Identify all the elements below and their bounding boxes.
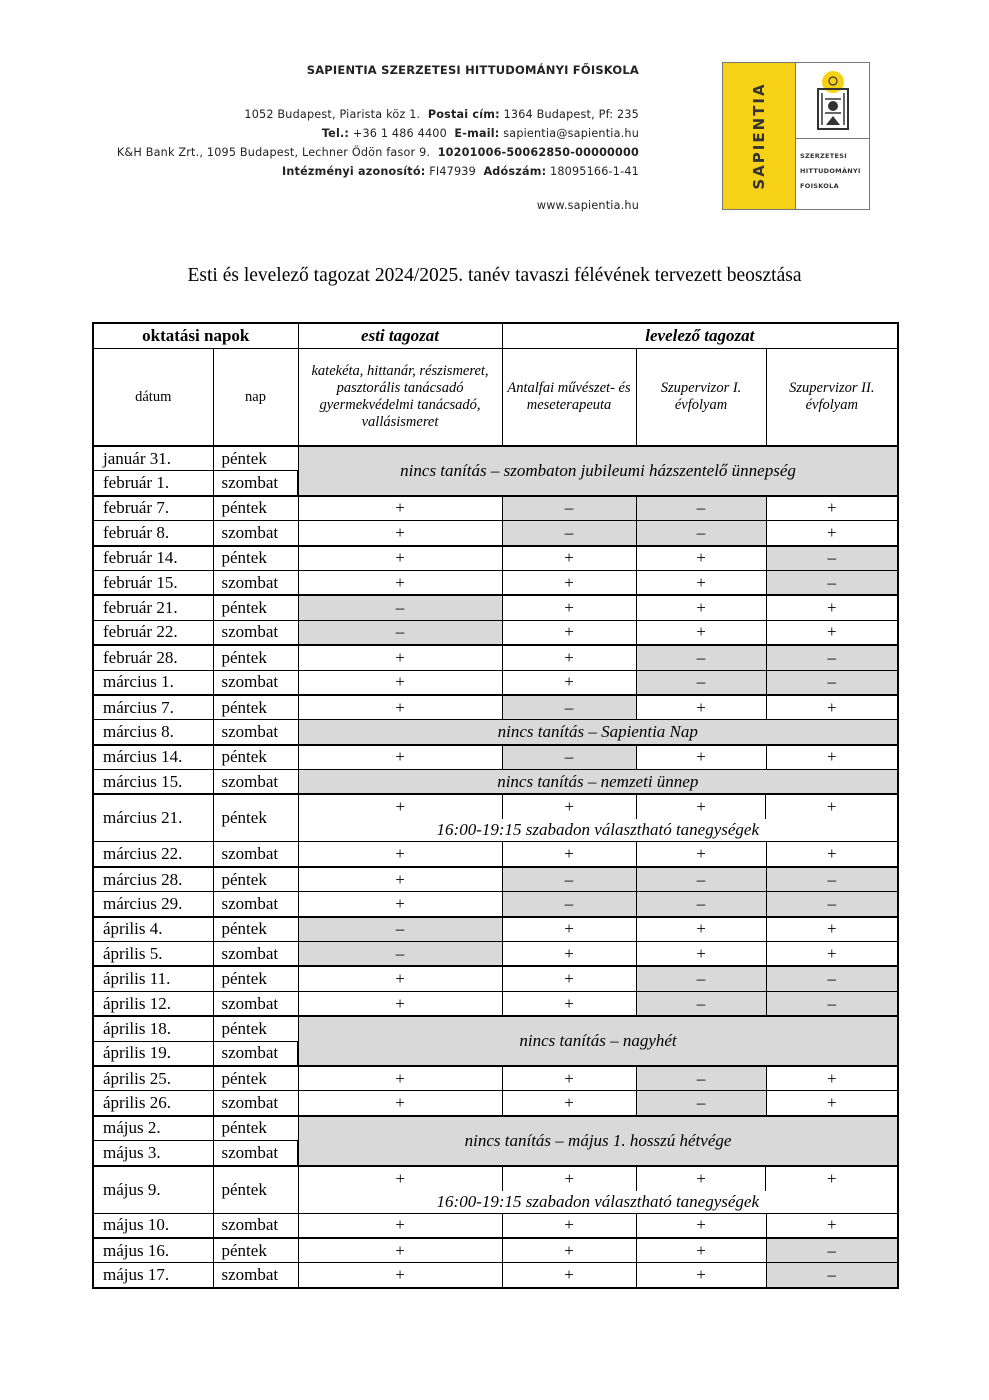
ids-line bbox=[282, 165, 639, 178]
day-cell: péntek bbox=[213, 917, 298, 942]
availability-mark: + bbox=[637, 795, 767, 819]
availability-mark: – bbox=[766, 966, 898, 991]
day-cell: szombat bbox=[213, 570, 298, 595]
date-cell: április 4. bbox=[93, 917, 213, 942]
table-row bbox=[93, 745, 898, 770]
date-cell: március 21. bbox=[93, 794, 213, 842]
table-row bbox=[93, 867, 898, 892]
date-cell: április 12. bbox=[93, 991, 213, 1016]
date-cell: április 18. bbox=[93, 1016, 213, 1041]
day-cell: szombat bbox=[213, 620, 298, 645]
table-row bbox=[93, 446, 898, 471]
day-cell: péntek bbox=[213, 1116, 298, 1141]
contact-line bbox=[322, 127, 639, 140]
availability-mark: + bbox=[502, 1238, 636, 1263]
availability-mark: + bbox=[503, 1167, 637, 1191]
availability-mark: + bbox=[299, 1167, 504, 1191]
day-cell: péntek bbox=[213, 745, 298, 770]
day-cell: péntek bbox=[213, 867, 298, 892]
availability-mark: + bbox=[502, 1263, 636, 1288]
availability-mark: + bbox=[502, 595, 636, 620]
availability-mark: + bbox=[826, 797, 837, 817]
date-cell: május 16. bbox=[93, 1238, 213, 1263]
date-cell: február 1. bbox=[93, 471, 213, 496]
availability-mark: + bbox=[636, 1213, 766, 1238]
table-row bbox=[93, 1213, 898, 1238]
day-cell: szombat bbox=[213, 1041, 298, 1066]
day-cell: szombat bbox=[213, 842, 298, 867]
day-cell: szombat bbox=[213, 942, 298, 967]
day-cell: szombat bbox=[213, 471, 298, 496]
table-row bbox=[93, 770, 898, 795]
table-row bbox=[93, 546, 898, 571]
table-row bbox=[93, 966, 898, 991]
day-cell: szombat bbox=[213, 1091, 298, 1116]
availability-mark: + bbox=[298, 966, 502, 991]
availability-mark: + bbox=[502, 546, 636, 571]
no-teaching-note: nincs tanítás – május 1. hosszú hétvége bbox=[298, 1116, 898, 1166]
availability-mark: + bbox=[636, 1263, 766, 1288]
availability-mark: – bbox=[636, 645, 766, 670]
table-row bbox=[93, 695, 898, 720]
table-row bbox=[93, 521, 898, 546]
postal-label: Postai cím: bbox=[427, 108, 500, 121]
availability-mark: – bbox=[766, 570, 898, 595]
day-cell: péntek bbox=[213, 695, 298, 720]
date-cell: május 10. bbox=[93, 1213, 213, 1238]
day-cell: szombat bbox=[213, 1263, 298, 1288]
address-line bbox=[244, 108, 639, 121]
availability-mark: + bbox=[636, 842, 766, 867]
date-cell: február 8. bbox=[93, 521, 213, 546]
date-cell: február 28. bbox=[93, 645, 213, 670]
availability-mark: + bbox=[502, 966, 636, 991]
availability-mark: + bbox=[298, 1091, 502, 1116]
availability-mark: + bbox=[766, 620, 898, 645]
email-label: E-mail: bbox=[454, 127, 500, 140]
availability-mark: + bbox=[636, 1238, 766, 1263]
date-cell: március 29. bbox=[93, 892, 213, 917]
no-teaching-note: nincs tanítás – Sapientia Nap bbox=[298, 720, 898, 745]
availability-mark: + bbox=[502, 670, 636, 695]
availability-mark: – bbox=[636, 496, 766, 521]
date-col-header: dátum bbox=[93, 349, 213, 447]
availability-mark: – bbox=[502, 695, 636, 720]
availability-mark: – bbox=[636, 892, 766, 917]
day-cell: péntek bbox=[213, 496, 298, 521]
logo-wordmark: SAPIENTIA bbox=[750, 82, 768, 190]
table-row bbox=[93, 496, 898, 521]
date-cell: április 19. bbox=[93, 1041, 213, 1066]
date-cell: március 14. bbox=[93, 745, 213, 770]
date-cell: március 15. bbox=[93, 770, 213, 795]
availability-mark: + bbox=[637, 1167, 767, 1191]
date-cell: május 9. bbox=[93, 1166, 213, 1214]
day-cell: szombat bbox=[213, 1141, 298, 1166]
schedule-table bbox=[92, 322, 899, 1289]
date-cell: február 14. bbox=[93, 546, 213, 571]
table-row bbox=[93, 1066, 898, 1091]
table-row bbox=[93, 842, 898, 867]
day-cell: szombat bbox=[213, 521, 298, 546]
date-cell: május 17. bbox=[93, 1263, 213, 1288]
availability-mark: + bbox=[298, 496, 502, 521]
availability-mark: + bbox=[298, 570, 502, 595]
table-row bbox=[93, 1116, 898, 1141]
availability-mark: + bbox=[502, 1091, 636, 1116]
availability-mark: + bbox=[298, 867, 502, 892]
no-teaching-note: nincs tanítás – szombaton jubileumi házszentelő ünnepség bbox=[298, 446, 898, 496]
group-correspondence-header: levelező tagozat bbox=[502, 323, 898, 349]
day-cell: péntek bbox=[213, 645, 298, 670]
day-cell: szombat bbox=[213, 720, 298, 745]
availability-mark: – bbox=[636, 521, 766, 546]
availability-mark: + bbox=[298, 1238, 502, 1263]
table-row bbox=[93, 892, 898, 917]
street-address: 1052 Budapest, Piarista köz 1. bbox=[244, 108, 421, 121]
table-row bbox=[93, 645, 898, 670]
page-title: Esti és levelező tagozat 2024/2025. tanév tavaszi félévének tervezett beosztása bbox=[187, 265, 802, 286]
availability-mark: + bbox=[766, 942, 898, 967]
day-cell: szombat bbox=[213, 991, 298, 1016]
availability-mark: + bbox=[502, 645, 636, 670]
date-cell: február 15. bbox=[93, 570, 213, 595]
availability-mark: + bbox=[299, 795, 504, 819]
availability-mark: + bbox=[766, 1213, 898, 1238]
availability-mark: + bbox=[766, 496, 898, 521]
day-col-header: nap bbox=[213, 349, 298, 447]
availability-mark: + bbox=[636, 546, 766, 571]
availability-mark: – bbox=[766, 670, 898, 695]
table-row bbox=[93, 670, 898, 695]
availability-mark: + bbox=[766, 1091, 898, 1116]
date-cell: március 28. bbox=[93, 867, 213, 892]
day-cell: péntek bbox=[213, 794, 298, 842]
group-header-row bbox=[93, 323, 898, 349]
availability-mark: + bbox=[298, 1066, 502, 1091]
availability-mark: + bbox=[298, 695, 502, 720]
availability-mark: + bbox=[766, 917, 898, 942]
group-evening-header: esti tagozat bbox=[298, 323, 502, 349]
evening-col-header: katekéta, hittanár, részismeret, pasztorális tanácsadó gyermekvédelmi tanácsadó, vallásismeret bbox=[298, 349, 502, 447]
availability-mark: + bbox=[636, 917, 766, 942]
availability-mark: + bbox=[298, 670, 502, 695]
table-row bbox=[93, 595, 898, 620]
table-row bbox=[93, 991, 898, 1016]
availability-mark: + bbox=[503, 795, 637, 819]
logo-line-1: SZERZETESI bbox=[800, 152, 847, 160]
date-cell: március 1. bbox=[93, 670, 213, 695]
availability-mark: – bbox=[636, 1066, 766, 1091]
availability-mark: + bbox=[636, 942, 766, 967]
day-cell: szombat bbox=[213, 892, 298, 917]
logo-text bbox=[796, 139, 869, 194]
availability-mark: – bbox=[766, 991, 898, 1016]
date-cell: március 7. bbox=[93, 695, 213, 720]
column-header-row bbox=[93, 349, 898, 447]
availability-mark: + bbox=[298, 546, 502, 571]
postal-address: 1364 Budapest, Pf: 235 bbox=[503, 108, 639, 121]
website: www.sapientia.hu bbox=[536, 199, 639, 212]
availability-mark: + bbox=[636, 745, 766, 770]
inst-id-label: Intézményi azonosító: bbox=[282, 165, 426, 178]
availability-mark: – bbox=[636, 867, 766, 892]
availability-mark: + bbox=[298, 1263, 502, 1288]
table-row bbox=[93, 1091, 898, 1116]
availability-mark: + bbox=[502, 1213, 636, 1238]
availability-mark: + bbox=[502, 842, 636, 867]
availability-mark: – bbox=[298, 942, 502, 967]
date-cell: április 25. bbox=[93, 1066, 213, 1091]
day-cell: szombat bbox=[213, 670, 298, 695]
marks-with-note-cell bbox=[298, 1166, 898, 1214]
availability-mark: + bbox=[766, 595, 898, 620]
bank-name: K&H Bank Zrt., 1095 Budapest, Lechner Ödön fasor 9. bbox=[116, 146, 431, 159]
availability-mark: – bbox=[766, 645, 898, 670]
tax-number: 18095166-1-41 bbox=[550, 165, 639, 178]
day-cell: szombat bbox=[213, 1213, 298, 1238]
tel-label: Tel.: bbox=[321, 127, 350, 140]
availability-mark: – bbox=[766, 892, 898, 917]
date-cell: február 7. bbox=[93, 496, 213, 521]
day-cell: péntek bbox=[213, 966, 298, 991]
availability-mark: – bbox=[298, 620, 502, 645]
availability-mark: + bbox=[826, 1168, 837, 1188]
availability-mark: + bbox=[766, 745, 898, 770]
date-cell: március 22. bbox=[93, 842, 213, 867]
date-cell: január 31. bbox=[93, 446, 213, 471]
no-teaching-note: nincs tanítás – nemzeti ünnep bbox=[298, 770, 898, 795]
institution-name: SAPIENTIA SZERZETESI HITTUDOMÁNYI FŐISKOLA bbox=[306, 63, 639, 77]
availability-mark: + bbox=[766, 521, 898, 546]
availability-mark: + bbox=[502, 942, 636, 967]
availability-mark: + bbox=[636, 595, 766, 620]
day-cell: péntek bbox=[213, 1016, 298, 1041]
day-cell: péntek bbox=[213, 595, 298, 620]
inst-id: FI47939 bbox=[429, 165, 476, 178]
availability-mark: + bbox=[502, 620, 636, 645]
availability-mark: + bbox=[298, 842, 502, 867]
account-number: 10201006-50062850-00000000 bbox=[437, 146, 639, 159]
availability-mark: – bbox=[298, 917, 502, 942]
day-cell: péntek bbox=[213, 1238, 298, 1263]
date-cell: március 8. bbox=[93, 720, 213, 745]
table-row bbox=[93, 1238, 898, 1263]
availability-mark: – bbox=[502, 867, 636, 892]
marks-row bbox=[299, 1167, 898, 1191]
phone-number: +36 1 486 4400 bbox=[352, 127, 447, 140]
elective-note: 16:00-19:15 szabadon választható tanegységek bbox=[436, 820, 760, 840]
day-cell: péntek bbox=[213, 1166, 298, 1214]
availability-mark: + bbox=[298, 745, 502, 770]
availability-mark: + bbox=[636, 570, 766, 595]
group-days-header: oktatási napok bbox=[93, 323, 298, 349]
logo-right bbox=[796, 63, 869, 209]
availability-mark: + bbox=[298, 991, 502, 1016]
availability-mark: – bbox=[766, 546, 898, 571]
availability-mark: – bbox=[636, 991, 766, 1016]
table-row bbox=[93, 942, 898, 967]
day-cell: péntek bbox=[213, 1066, 298, 1091]
elective-note: 16:00-19:15 szabadon választható tanegységek bbox=[436, 1191, 760, 1211]
email-address: sapientia@sapientia.hu bbox=[503, 127, 639, 140]
availability-mark: – bbox=[766, 867, 898, 892]
seal-icon bbox=[796, 63, 869, 139]
table-row bbox=[93, 1263, 898, 1288]
date-cell: május 2. bbox=[93, 1116, 213, 1141]
availability-mark: – bbox=[766, 1263, 898, 1288]
availability-mark: + bbox=[502, 991, 636, 1016]
supervisor1-col-header: Szupervizor I. évfolyam bbox=[636, 349, 766, 447]
availability-mark: + bbox=[636, 695, 766, 720]
table-row bbox=[93, 794, 898, 842]
availability-mark: – bbox=[636, 670, 766, 695]
availability-mark: + bbox=[298, 645, 502, 670]
logo-line-3: FOISKOLA bbox=[800, 182, 839, 190]
sapientia-logo bbox=[722, 62, 870, 210]
logo-yellow-band bbox=[723, 63, 796, 209]
availability-mark: + bbox=[502, 570, 636, 595]
date-cell: április 11. bbox=[93, 966, 213, 991]
availability-mark: + bbox=[502, 917, 636, 942]
date-cell: április 26. bbox=[93, 1091, 213, 1116]
availability-mark: + bbox=[766, 695, 898, 720]
availability-mark: + bbox=[636, 620, 766, 645]
availability-mark: – bbox=[502, 892, 636, 917]
table-row bbox=[93, 620, 898, 645]
availability-mark: – bbox=[502, 496, 636, 521]
day-cell: péntek bbox=[213, 446, 298, 471]
availability-mark: + bbox=[766, 1066, 898, 1091]
logo-line-2: HITTUDOMÁNYI bbox=[800, 167, 861, 175]
availability-mark: + bbox=[766, 842, 898, 867]
no-teaching-note: nincs tanítás – nagyhét bbox=[298, 1016, 898, 1066]
availability-mark: + bbox=[298, 892, 502, 917]
date-cell: február 22. bbox=[93, 620, 213, 645]
tax-label: Adószám: bbox=[483, 165, 547, 178]
table-row bbox=[93, 720, 898, 745]
supervisor2-col-header: Szupervizor II. évfolyam bbox=[766, 349, 898, 447]
date-cell: május 3. bbox=[93, 1141, 213, 1166]
availability-mark: + bbox=[298, 1213, 502, 1238]
date-cell: április 5. bbox=[93, 942, 213, 967]
availability-mark: – bbox=[502, 521, 636, 546]
bank-line bbox=[117, 146, 639, 159]
availability-mark: + bbox=[298, 521, 502, 546]
availability-mark: + bbox=[502, 1066, 636, 1091]
marks-row bbox=[299, 795, 898, 819]
table-row bbox=[93, 570, 898, 595]
availability-mark: – bbox=[636, 966, 766, 991]
availability-mark: – bbox=[766, 1238, 898, 1263]
availability-mark: – bbox=[502, 745, 636, 770]
marks-with-note-cell bbox=[298, 794, 898, 842]
table-row bbox=[93, 1016, 898, 1041]
availability-mark: – bbox=[636, 1091, 766, 1116]
availability-mark: – bbox=[298, 595, 502, 620]
day-cell: péntek bbox=[213, 546, 298, 571]
day-cell: szombat bbox=[213, 770, 298, 795]
table-row bbox=[93, 917, 898, 942]
antalfai-col-header: Antalfai művészet- és meseterapeuta bbox=[502, 349, 636, 447]
date-cell: február 21. bbox=[93, 595, 213, 620]
table-row bbox=[93, 1166, 898, 1214]
